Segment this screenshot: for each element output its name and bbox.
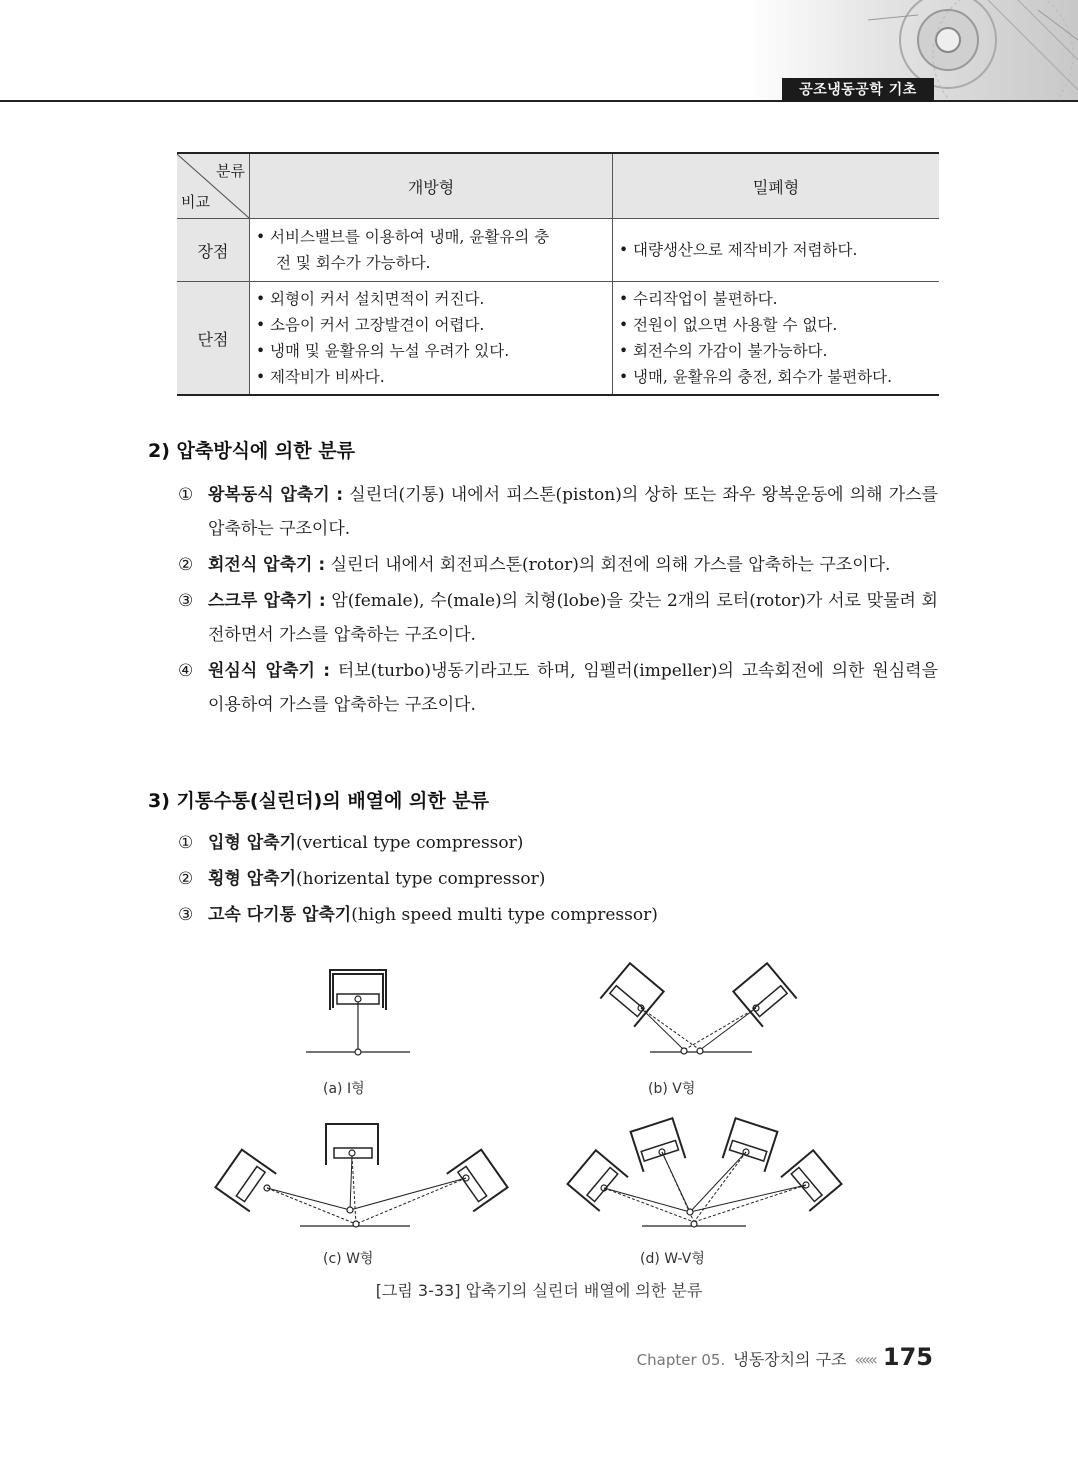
list-item bbox=[178, 478, 938, 546]
section-2-list bbox=[178, 478, 938, 724]
section-2-title: 2) 압축방식에 의한 분류 bbox=[148, 440, 355, 462]
section-3-title: 3) 기통수통(실린더)의 배열에 의한 분류 bbox=[148, 790, 490, 812]
cell-line: 서비스밸브를 이용하여 냉매, 윤활유의 충 bbox=[270, 228, 550, 246]
row-label: 장점 bbox=[177, 219, 250, 282]
arrows-icon: ««« bbox=[854, 1350, 875, 1369]
item-number: ③ bbox=[178, 591, 194, 611]
chapter-title: 냉동장치의 구조 bbox=[733, 1350, 847, 1369]
item-term: 고속 다기통 압축기 bbox=[208, 905, 352, 925]
item-term: 왕복동식 압축기 : bbox=[208, 485, 344, 505]
figure-a-i-type bbox=[306, 970, 410, 1055]
item-term: 스크루 압축기 : bbox=[208, 591, 326, 611]
figure-c-w-type bbox=[215, 1124, 507, 1227]
page-footer bbox=[637, 1343, 933, 1371]
item-number: ① bbox=[178, 833, 194, 853]
col-header-sealed: 밀폐형 bbox=[613, 153, 940, 219]
item-text: (vertical type compressor) bbox=[296, 833, 524, 853]
figure-caption-d: (d) W-V형 bbox=[640, 1251, 705, 1267]
list-item bbox=[178, 548, 938, 582]
cell-line: 대량생산으로 제작비가 저렴하다. bbox=[633, 241, 858, 259]
item-text: 터보(turbo)냉동기라고도 하며, 임펠러(impeller)의 고속회전에 의한 원심력을 이용하여 가스를 압축하는 구조이다. bbox=[208, 661, 938, 715]
item-term: 원심식 압축기 : bbox=[208, 661, 330, 681]
table-row bbox=[177, 282, 939, 396]
list-item bbox=[178, 826, 938, 860]
col-header-open: 개방형 bbox=[250, 153, 613, 219]
comparison-table bbox=[177, 152, 939, 396]
cell-line: 제작비가 비싸다. bbox=[270, 368, 385, 386]
cell-line: 냉매, 윤활유의 충전, 회수가 불편하다. bbox=[633, 368, 893, 386]
item-text: 실린더(기통) 내에서 피스톤(piston)의 상하 또는 좌우 왕복운동에 의해 가스를 압축하는 구조이다. bbox=[208, 485, 938, 539]
list-item bbox=[178, 862, 938, 896]
table-row bbox=[177, 219, 939, 282]
figure-caption-a: (a) I형 bbox=[323, 1081, 365, 1097]
figure-d-wv-type bbox=[568, 1118, 842, 1227]
chapter-label: Chapter 05. bbox=[636, 1351, 726, 1369]
cell-line: 전원이 없으면 사용할 수 없다. bbox=[633, 316, 838, 334]
item-number: ② bbox=[178, 555, 194, 575]
page-number: 175 bbox=[882, 1343, 933, 1371]
list-item bbox=[178, 654, 938, 722]
list-item bbox=[178, 584, 938, 652]
item-text: (high speed multi type compressor) bbox=[351, 905, 658, 925]
cell-line: 수리작업이 불편하다. bbox=[633, 290, 778, 308]
section-3-list bbox=[178, 826, 938, 934]
cylinder-arrangement-figure bbox=[0, 950, 1078, 1280]
corner-top-label: 분류 bbox=[216, 162, 245, 180]
item-number: ② bbox=[178, 869, 194, 889]
item-term: 입형 압축기 bbox=[208, 833, 297, 853]
figure-caption-c: (c) W형 bbox=[323, 1251, 374, 1267]
list-item bbox=[178, 898, 938, 932]
row-label: 단점 bbox=[177, 282, 250, 396]
figure-caption-b: (b) V형 bbox=[648, 1081, 696, 1097]
cell-open: • 서비스밸브를 이용하여 냉매, 윤활유의 충 전 및 회수가 가능하다. bbox=[250, 219, 613, 282]
item-number: ④ bbox=[178, 661, 194, 681]
cell-sealed: • 수리작업이 불편하다. • 전원이 없으면 사용할 수 없다. • 회전수의 가감이 불가능하다. • 냉매, 윤활유의 충전, 회수가 불편하다. bbox=[613, 282, 940, 396]
cell-line: 전 및 회수가 가능하다. bbox=[276, 254, 431, 272]
cell-line: 회전수의 가감이 불가능하다. bbox=[633, 342, 828, 360]
item-number: ③ bbox=[178, 905, 194, 925]
item-text: 암(female), 수(male)의 치형(lobe)을 갖는 2개의 로터(rotor)가 서로 맞물려 회전하면서 가스를 압축하는 구조이다. bbox=[208, 591, 938, 645]
item-term: 횡형 압축기 bbox=[208, 869, 297, 889]
item-text: (horizental type compressor) bbox=[296, 869, 546, 889]
cell-line: 소음이 커서 고장발견이 어렵다. bbox=[270, 316, 485, 334]
table-corner-cell bbox=[177, 153, 250, 219]
corner-bottom-label: 비교 bbox=[181, 193, 210, 211]
item-term: 회전식 압축기 : bbox=[208, 555, 326, 575]
section-tab: 공조냉동공학 기초 bbox=[782, 78, 934, 102]
item-text: 실린더 내에서 회전피스톤(rotor)의 회전에 의해 가스를 압축하는 구조이다. bbox=[325, 555, 891, 575]
cell-line: 냉매 및 윤활유의 누설 우려가 있다. bbox=[270, 342, 510, 360]
figure-main-caption: [그림 3-33] 압축기의 실린더 배열에 의한 분류 bbox=[375, 1281, 703, 1300]
cell-line: 외형이 커서 설치면적이 커진다. bbox=[270, 290, 485, 308]
figure-b-v-type bbox=[600, 963, 796, 1054]
cell-sealed: • 대량생산으로 제작비가 저렴하다. bbox=[613, 219, 940, 282]
cell-open: • 외형이 커서 설치면적이 커진다. • 소음이 커서 고장발견이 어렵다. • 냉매 및 윤활유의 누설 우려가 있다. • 제작비가 비싸다. bbox=[250, 282, 613, 396]
item-number: ① bbox=[178, 485, 194, 505]
